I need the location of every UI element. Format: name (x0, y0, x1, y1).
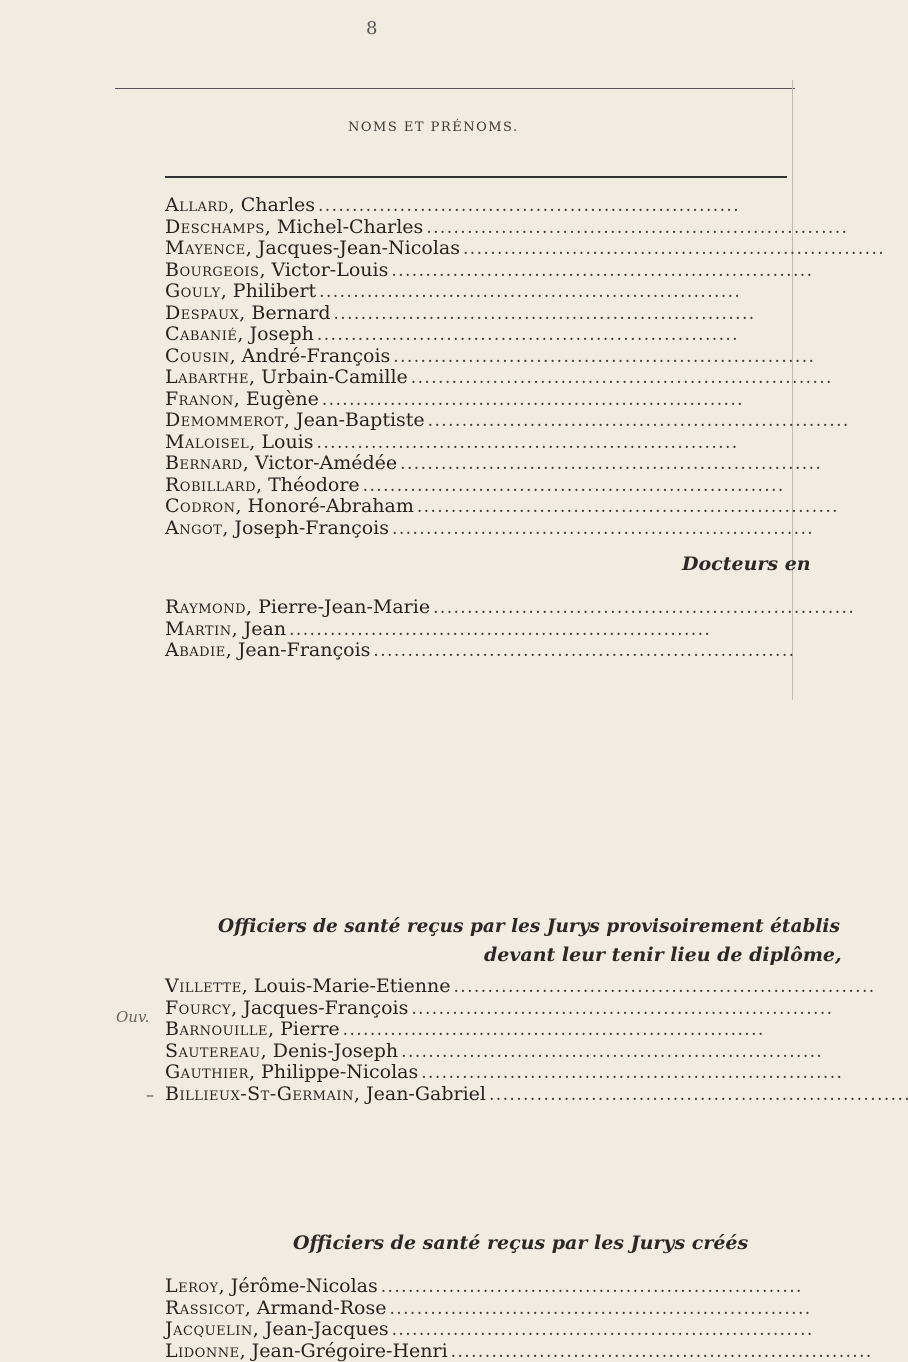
entry-name: Abadie, Jean-François (165, 639, 371, 661)
dot-leader (373, 639, 792, 661)
surname: Jacquelin (165, 1318, 253, 1340)
name-entry (165, 1275, 789, 1297)
name-entry (165, 1061, 789, 1083)
name-entry (165, 975, 789, 997)
surname: Billieux-St-Germain (165, 1082, 354, 1105)
entry-name: Despaux, Bernard (165, 301, 331, 324)
section-heading-officiers-provisoires-line2: devant leur tenir lieu de diplôme, (484, 944, 842, 966)
given-names: Philibert (232, 280, 317, 302)
given-names: Urbain-Camille (261, 366, 408, 388)
dot-leader (289, 618, 789, 640)
entry-name: Mayence, Jacques-Jean-Nicolas (165, 237, 460, 259)
surname: Mayence (165, 237, 246, 259)
margin-dash-mark: – (146, 1085, 154, 1104)
surname: Cousin (165, 344, 230, 367)
dot-leader (322, 388, 789, 410)
dot-leader (426, 216, 845, 238)
entry-name: Angot, Joseph-François (165, 516, 390, 539)
surname: Labarthe (165, 366, 250, 388)
given-names: Jacques-François (243, 996, 409, 1019)
dot-leader (451, 1340, 870, 1362)
name-entry (165, 1340, 789, 1362)
surname: Gauthier (165, 1061, 249, 1083)
name-entry (165, 1297, 789, 1319)
name-list-group-1 (165, 194, 789, 538)
name-entry (165, 1318, 789, 1340)
given-names: Armand-Rose (256, 1296, 387, 1319)
dot-leader (317, 323, 789, 345)
entry-name: Bernard, Victor-Amédée (165, 452, 398, 474)
surname: Deschamps (165, 215, 265, 238)
section-heading-officiers-provisoires-line1: Officiers de santé reçus par les Jurys provisoirement établis (218, 916, 840, 937)
name-list-group-3 (165, 975, 789, 1104)
entry-name: Lidonne, Jean-Grégoire-Henri (165, 1339, 448, 1362)
given-names: Jean-Grégoire-Henri (251, 1339, 448, 1362)
name-entry (165, 452, 789, 474)
entry-name: Demommerot, Jean-Baptiste (165, 409, 425, 431)
name-entry (165, 618, 789, 640)
entry-name: Allard, Charles (165, 194, 315, 216)
given-names: Philippe-Nicolas (261, 1061, 419, 1083)
surname: Codron (165, 495, 236, 517)
dot-leader (391, 259, 810, 281)
given-names: André-François (241, 344, 391, 367)
dot-leader (390, 1297, 809, 1319)
name-entry (165, 280, 789, 302)
dot-leader (317, 431, 789, 453)
name-entry (165, 495, 789, 517)
entry-name: Barnouille, Pierre (165, 1018, 340, 1040)
entry-name: Cousin, André-François (165, 344, 391, 367)
name-entry (165, 997, 789, 1019)
dot-leader (401, 1040, 820, 1062)
surname: Demommerot (165, 409, 284, 431)
entry-name: Raymond, Pierre-Jean-Marie (165, 596, 431, 618)
dot-leader (319, 280, 789, 302)
column-header: NOMS ET PRÉNOMS. (348, 120, 519, 135)
surname: Martin (165, 617, 232, 640)
given-names: Jérôme-Nicolas (230, 1275, 378, 1297)
entry-name: Cabanié, Joseph (165, 323, 314, 345)
dot-leader (433, 596, 852, 618)
surname: Raymond (165, 596, 247, 618)
dot-leader (334, 302, 790, 324)
surname: Angot (165, 516, 223, 539)
surname: Cabanié (165, 323, 238, 345)
given-names: Joseph-François (234, 516, 390, 539)
name-entry (165, 237, 789, 259)
given-names: Joseph (249, 323, 314, 345)
given-names: Jean-François (237, 639, 371, 661)
entry-name: Fourcy, Jacques-François (165, 996, 409, 1019)
given-names: Jean-Baptiste (296, 409, 425, 431)
dot-leader (428, 409, 847, 431)
given-names: Denis-Joseph (272, 1039, 399, 1062)
surname: Despaux (165, 301, 240, 324)
name-entry (165, 259, 789, 281)
entry-name: Robillard, Théodore (165, 473, 360, 496)
surname: Fourcy (165, 996, 232, 1019)
given-names: Bernard (251, 301, 331, 324)
section-heading-officiers-jurys-crees: Officiers de santé reçus par les Jurys créés (293, 1232, 749, 1254)
dot-leader (489, 1083, 908, 1105)
name-entry (165, 323, 789, 345)
dot-leader (392, 1318, 811, 1340)
given-names: Louis (261, 430, 314, 453)
entry-name: Codron, Honoré-Abraham (165, 495, 414, 517)
dot-leader (463, 237, 882, 259)
given-names: Jean-Jacques (264, 1318, 389, 1340)
given-names: Victor-Louis (271, 258, 389, 281)
given-names: Pierre (280, 1018, 340, 1040)
name-entry (165, 345, 789, 367)
surname: Franon (165, 387, 234, 410)
given-names: Théodore (268, 473, 360, 496)
entry-name: Gouly, Philibert (165, 280, 317, 302)
surname: Maloisel (165, 430, 250, 453)
name-entry (165, 216, 789, 238)
given-names: Jacques-Jean-Nicolas (257, 237, 460, 259)
entry-name: Billieux-St-Germain, Jean-Gabriel (165, 1082, 486, 1105)
surname: Lidonne (165, 1339, 240, 1362)
given-names: Jean (243, 617, 287, 640)
entry-name: Martin, Jean (165, 617, 287, 640)
surname: Villette (165, 975, 242, 997)
given-names: Honoré-Abraham (247, 495, 414, 517)
name-entry (165, 194, 789, 216)
surname: Robillard (165, 473, 257, 496)
dot-leader (411, 997, 830, 1019)
name-entry (165, 639, 789, 661)
given-names: Jean-Gabriel (366, 1082, 486, 1105)
entry-name: Gauthier, Philippe-Nicolas (165, 1061, 419, 1083)
surname: Allard (165, 194, 229, 216)
entry-name: Leroy, Jérôme-Nicolas (165, 1275, 378, 1297)
dot-leader (343, 1018, 789, 1040)
dot-leader (411, 366, 830, 388)
name-entry (165, 517, 789, 539)
entry-name: Villette, Louis-Marie-Etienne (165, 975, 451, 997)
name-entry (165, 596, 789, 618)
handwritten-margin-note: Ouv. (116, 1008, 150, 1026)
section-heading-docteurs: Docteurs en (682, 553, 811, 575)
given-names: Victor-Amédée (254, 452, 398, 474)
surname: Rassicot (165, 1296, 245, 1319)
dot-leader (392, 517, 811, 539)
given-names: Michel-Charles (276, 215, 424, 238)
name-entry (165, 366, 789, 388)
name-entry (165, 388, 789, 410)
name-list-group-4 (165, 1275, 789, 1361)
name-entry (165, 409, 789, 431)
entry-name: Labarthe, Urbain-Camille (165, 366, 408, 388)
entry-name: Deschamps, Michel-Charles (165, 215, 424, 238)
given-names: Eugène (245, 387, 319, 410)
surname: Bernard (165, 452, 243, 474)
surname: Abadie (165, 639, 226, 661)
dot-leader (400, 452, 819, 474)
surname: Bourgeois (165, 258, 260, 281)
entry-name: Maloisel, Louis (165, 430, 314, 453)
surname: Barnouille (165, 1018, 269, 1040)
top-rule (115, 88, 795, 89)
entry-name: Jacquelin, Jean-Jacques (165, 1318, 389, 1340)
surname: Sautereau (165, 1039, 261, 1062)
surname: Gouly (165, 280, 221, 302)
name-entry (165, 302, 789, 324)
dot-leader (363, 474, 789, 496)
name-entry (165, 1040, 789, 1062)
dot-leader (417, 495, 836, 517)
entry-name: Sautereau, Denis-Joseph (165, 1039, 399, 1062)
page-number: 8 (366, 18, 378, 39)
entry-name: Rassicot, Armand-Rose (165, 1296, 387, 1319)
entry-name: Bourgeois, Victor-Louis (165, 258, 389, 281)
dot-leader (393, 345, 812, 367)
header-rule (165, 176, 787, 178)
given-names: Pierre-Jean-Marie (258, 596, 431, 618)
dot-leader (381, 1275, 800, 1297)
name-list-group-2 (165, 596, 789, 661)
given-names: Louis-Marie-Etienne (253, 975, 451, 997)
name-entry (165, 431, 789, 453)
given-names: Charles (240, 194, 315, 216)
entry-name: Franon, Eugène (165, 387, 319, 410)
surname: Leroy (165, 1275, 219, 1297)
dot-leader (421, 1061, 840, 1083)
dot-leader (318, 194, 789, 216)
name-entry (165, 474, 789, 496)
dot-leader (453, 975, 872, 997)
name-entry (165, 1083, 789, 1105)
name-entry (165, 1018, 789, 1040)
